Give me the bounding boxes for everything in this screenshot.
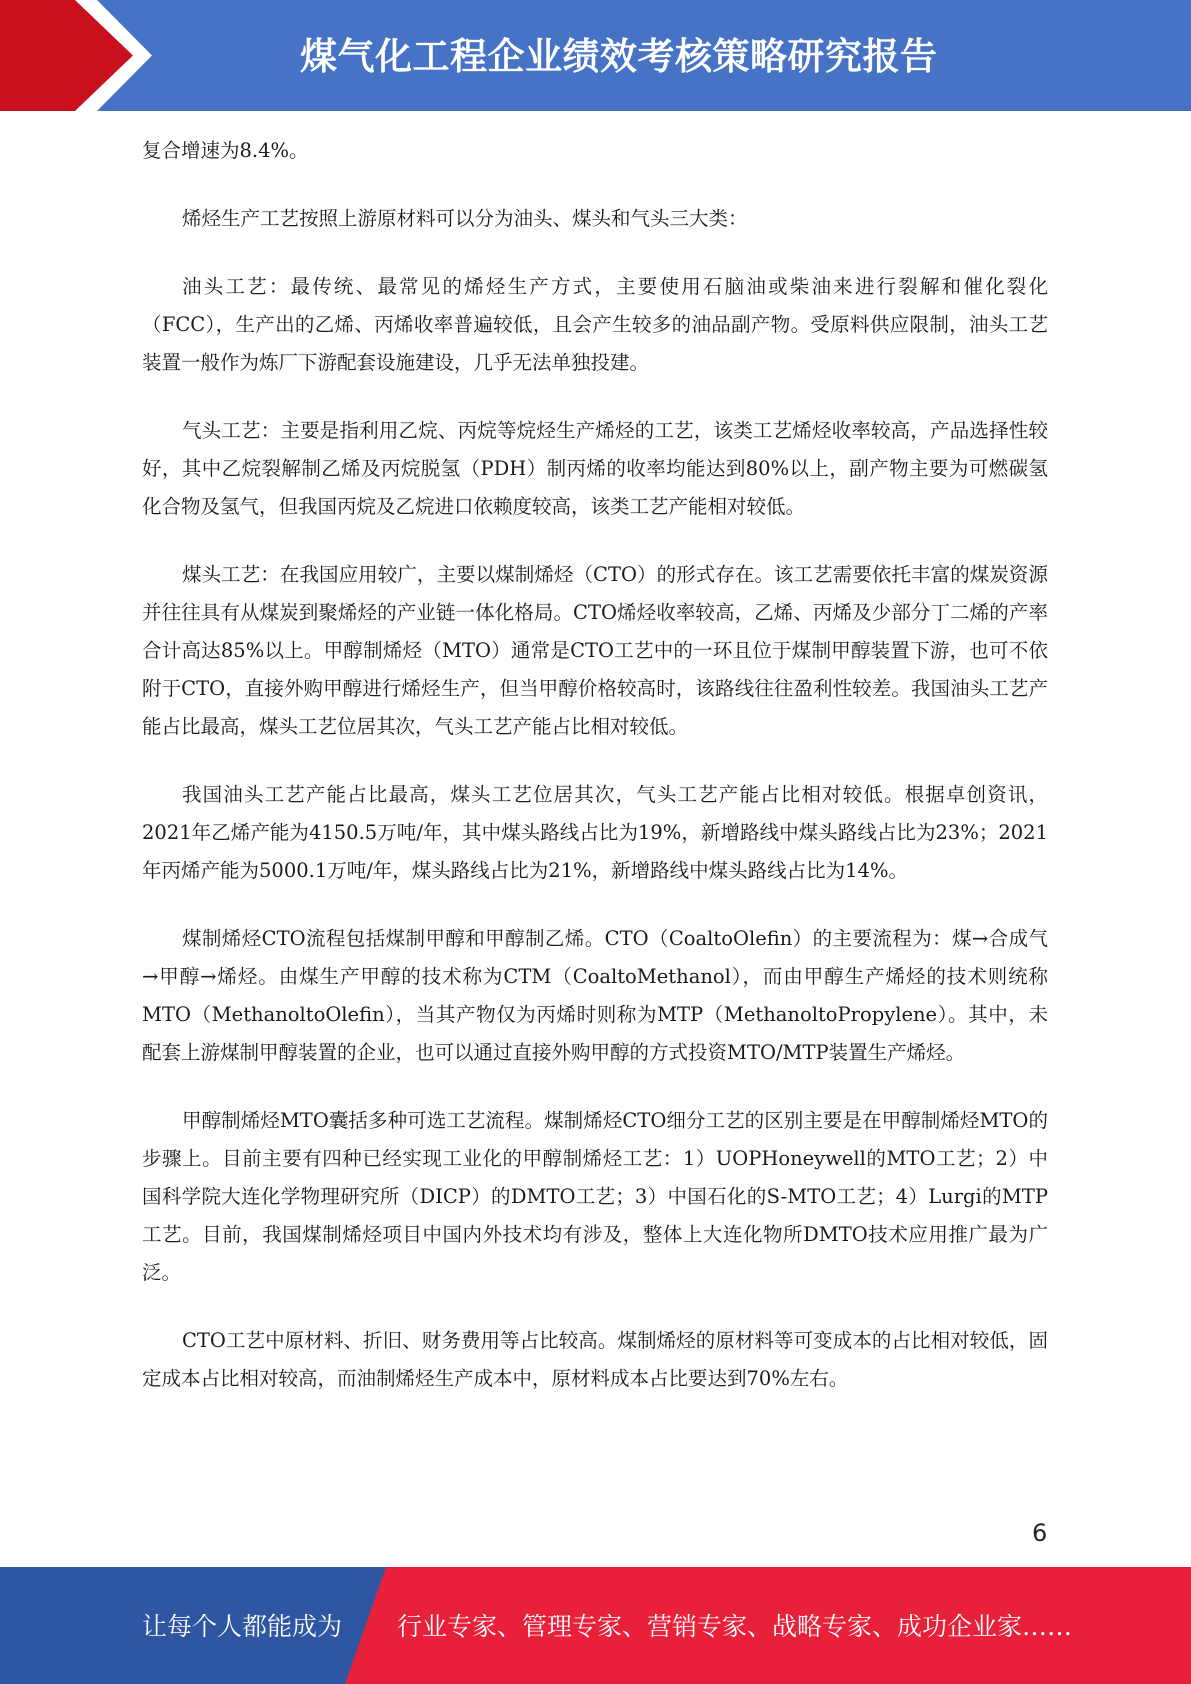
paragraph: 气头工艺：主要是指利用乙烷、丙烷等烷烃生产烯烃的工艺，该类工艺烯烃收率较高，产品选择性较好，其中乙烷裂解制乙烯及丙烷脱氢（PDH）制丙烯的收率均能达到80%以上，副产物主要为可燃碳氢化合物及氢气，但我国丙烷及乙烷进口依赖度较高，该类工艺产能相对较低。 — [142, 419, 1048, 518]
page-footer — [0, 1567, 1191, 1684]
page-header — [0, 0, 1191, 111]
paragraph: 煤头工艺：在我国应用较广，主要以煤制烯烃（CTO）的形式存在。该工艺需要依托丰富的煤炭资源并往往具有从煤炭到聚烯烃的产业链一体化格局。CTO烯烃收率较高，乙烯、丙烯及少部分丁二烯的产率合计高达85%以上。甲醇制烯烃（MTO）通常是CTO工艺中的一环且位于煤制甲醇装置下游，也可不依附于CTO，直接外购甲醇进行烯烃生产，但当甲醇价格较高时，该路线往往盈利性较差。我国油头工艺产能占比最高，煤头工艺位居其次，气头工艺产能占比相对较低。 — [142, 563, 1048, 738]
report-title: 煤气化工程企业绩效考核策略研究报告 — [300, 35, 938, 78]
footer-slogan-left: 让每个人都能成为 — [142, 1612, 343, 1641]
paragraph: 油头工艺：最传统、最常见的烯烃生产方式，主要使用石脑油或柴油来进行裂解和催化裂化（FCC），生产出的乙烯、丙烯收率普遍较低，且会产生较多的油品副产物。受原料供应限制，油头工艺装置一般作为炼厂下游配套设施建设，几乎无法单独投建。 — [142, 275, 1048, 374]
paragraph: 复合增速为8.4%。 — [142, 139, 309, 162]
paragraph: 我国油头工艺产能占比最高，煤头工艺位居其次，气头工艺产能占比相对较低。根据卓创资讯，2021年乙烯产能为4150.5万吨/年，其中煤头路线占比为19%，新增路线中煤头路线占比为23%；2021年丙烯产能为5000.1万吨/年，煤头路线占比为21%，新增路线中煤头路线占比为14%。 — [142, 783, 1048, 882]
header-chevron-icon — [0, 0, 145, 111]
paragraph: CTO工艺中原材料、折旧、财务费用等占比较高。煤制烯烃的原材料等可变成本的占比相对较低，固定成本占比相对较高，而油制烯烃生产成本中，原材料成本占比要达到70%左右。 — [142, 1329, 1048, 1390]
footer-slogan-right: 行业专家、管理专家、营销专家、战略专家、成功企业家…… — [397, 1612, 1073, 1641]
document-body — [142, 132, 1048, 1398]
paragraph: 煤制烯烃CTO流程包括煤制甲醇和甲醇制乙烯。CTO（CoaltoOlefin）的主要流程为：煤→合成气→甲醇→烯烃。由煤生产甲醇的技术称为CTM（CoaltoMethanol），而由甲醇生产烯烃的技术则统称MTO（MethanoltoOlefin），当其产物仅为丙烯时则称为MTP（MethanoltoPropylene）。其中，未配套上游煤制甲醇装置的企业，也可以通过直接外购甲醇的方式投资MTO/MTP装置生产烯烃。 — [142, 927, 1048, 1064]
paragraph: 甲醇制烯烃MTO囊括多种可选工艺流程。煤制烯烃CTO细分工艺的区别主要是在甲醇制烯烃MTO的步骤上。目前主要有四种已经实现工业化的甲醇制烯烃工艺：1）UOPHoneywell的MTO工艺；2）中国科学院大连化学物理研究所（DICP）的DMTO工艺；3）中国石化的S-MTO工艺；4）Lurgi的MTP工艺。目前，我国煤制烯烃项目中国内外技术均有涉及，整体上大连化物所DMTO技术应用推广最为广泛。 — [142, 1109, 1048, 1284]
page-number: 6 — [1032, 1519, 1048, 1547]
paragraph: 烯烃生产工艺按照上游原材料可以分为油头、煤头和气头三大类： — [182, 207, 748, 230]
